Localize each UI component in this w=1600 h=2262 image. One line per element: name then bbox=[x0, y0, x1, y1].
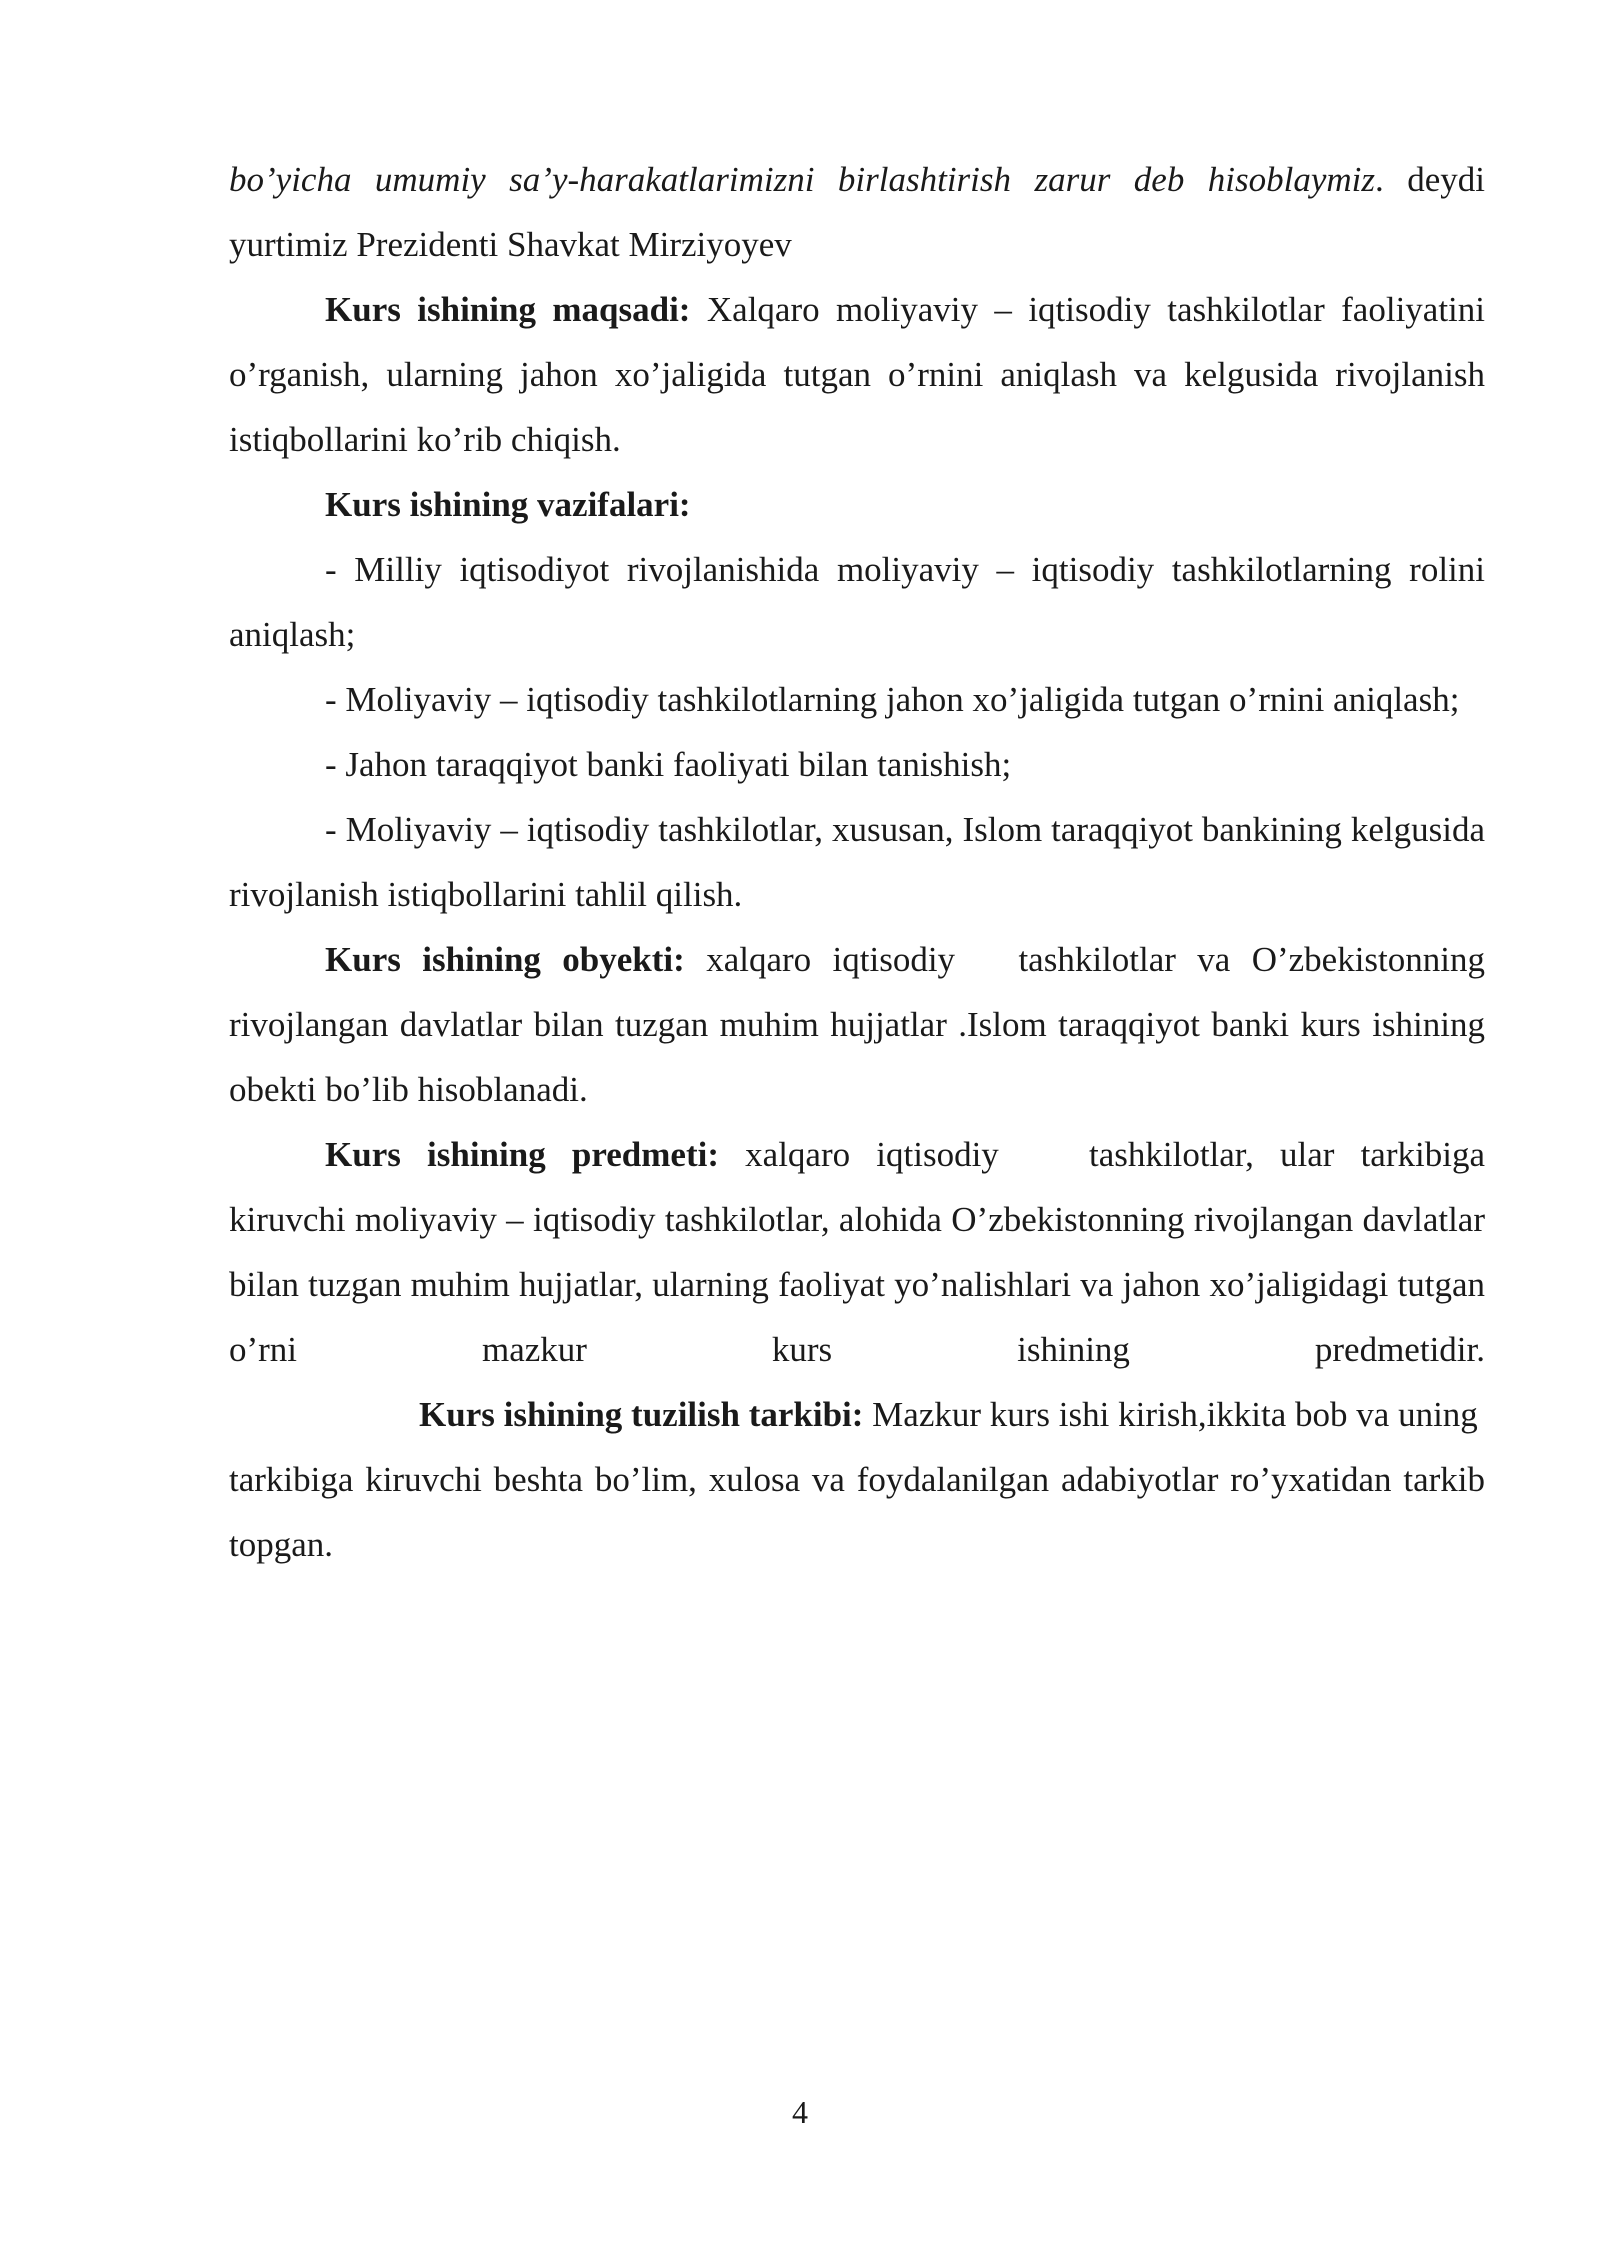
quote-paragraph bbox=[229, 147, 1485, 277]
quote-italic-text: bo’yicha umumiy sa’y-harakatlarimizni birlashtirish zarur deb hisoblaymiz bbox=[229, 160, 1376, 199]
object-label: Kurs ishining obyekti: bbox=[325, 940, 685, 979]
object-text-rest: tashkilotlar va O’zbekistonning rivojlangan davlatlar bilan tuzgan muhim hujjatlar .Islom taraqqiyot banki kurs ishining obekti bo’lib hisoblanadi. bbox=[229, 940, 1485, 1109]
object-text-start: xalqaro iqtisodiy bbox=[684, 940, 956, 979]
subject-text-rest: tashkilotlar, ular tarkibiga kiruvchi moliyaviy – iqtisodiy tashkilotlar, alohida O’zbekistonning rivojlangan davlatlar bilan tuzgan muhim hujjatlar, ularning faoliyat yo’nalishlari va jahon xo’jaligidagi tutgan o’rni mazkur kurs ishining predmetidir. bbox=[229, 1135, 1485, 1369]
page-body bbox=[229, 147, 1485, 1577]
subject-label: Kurs ishining predmeti: bbox=[325, 1135, 719, 1174]
quote-attribution: . deydi yurtimiz Prezidenti Shavkat Mirziyoyev bbox=[229, 160, 1485, 264]
task-item: - Moliyaviy – iqtisodiy tashkilotlar, xususan, Islom taraqqiyot bankining kelgusida rivojlanish istiqbollarini tahlil qilish. bbox=[229, 810, 1485, 914]
structure-continuation: tarkibiga kiruvchi beshta bo’lim, xulosa va foydalanilgan adabiyotlar ro’yxatidan tarkib topgan. bbox=[229, 1460, 1485, 1564]
goal-label: Kurs ishining maqsadi: bbox=[325, 290, 691, 329]
tasks-heading bbox=[229, 472, 1485, 537]
tasks-label: Kurs ishining vazifalari: bbox=[325, 485, 691, 524]
task-item: - Jahon taraqqiyot banki faoliyati bilan tanishish; bbox=[325, 745, 1012, 784]
page-number: 4 bbox=[792, 2094, 808, 2130]
subject-text-start: xalqaro iqtisodiy bbox=[718, 1135, 999, 1174]
object-paragraph bbox=[229, 927, 1485, 1122]
goal-paragraph bbox=[229, 277, 1485, 472]
structure-text: Mazkur kurs ishi kirish,ikkita bob va uning bbox=[863, 1395, 1478, 1434]
structure-paragraph bbox=[229, 1382, 1485, 1447]
subject-paragraph bbox=[229, 1122, 1485, 1382]
task-item: - Milliy iqtisodiyot rivojlanishida moliyaviy – iqtisodiy tashkilotlarning rolini aniqlash; bbox=[229, 550, 1485, 654]
structure-label: Kurs ishining tuzilish tarkibi: bbox=[419, 1395, 864, 1434]
task-item: - Moliyaviy – iqtisodiy tashkilotlarning jahon xo’jaligida tutgan o’rnini aniqlash; bbox=[325, 680, 1460, 719]
goal-text: Xalqaro moliyaviy – iqtisodiy tashkilotlar faoliyatini o’rganish, ularning jahon xo’jaligida tutgan o’rnini aniqlash va kelgusida rivojlanish istiqbollarini ko’rib chiqish. bbox=[229, 290, 1485, 459]
